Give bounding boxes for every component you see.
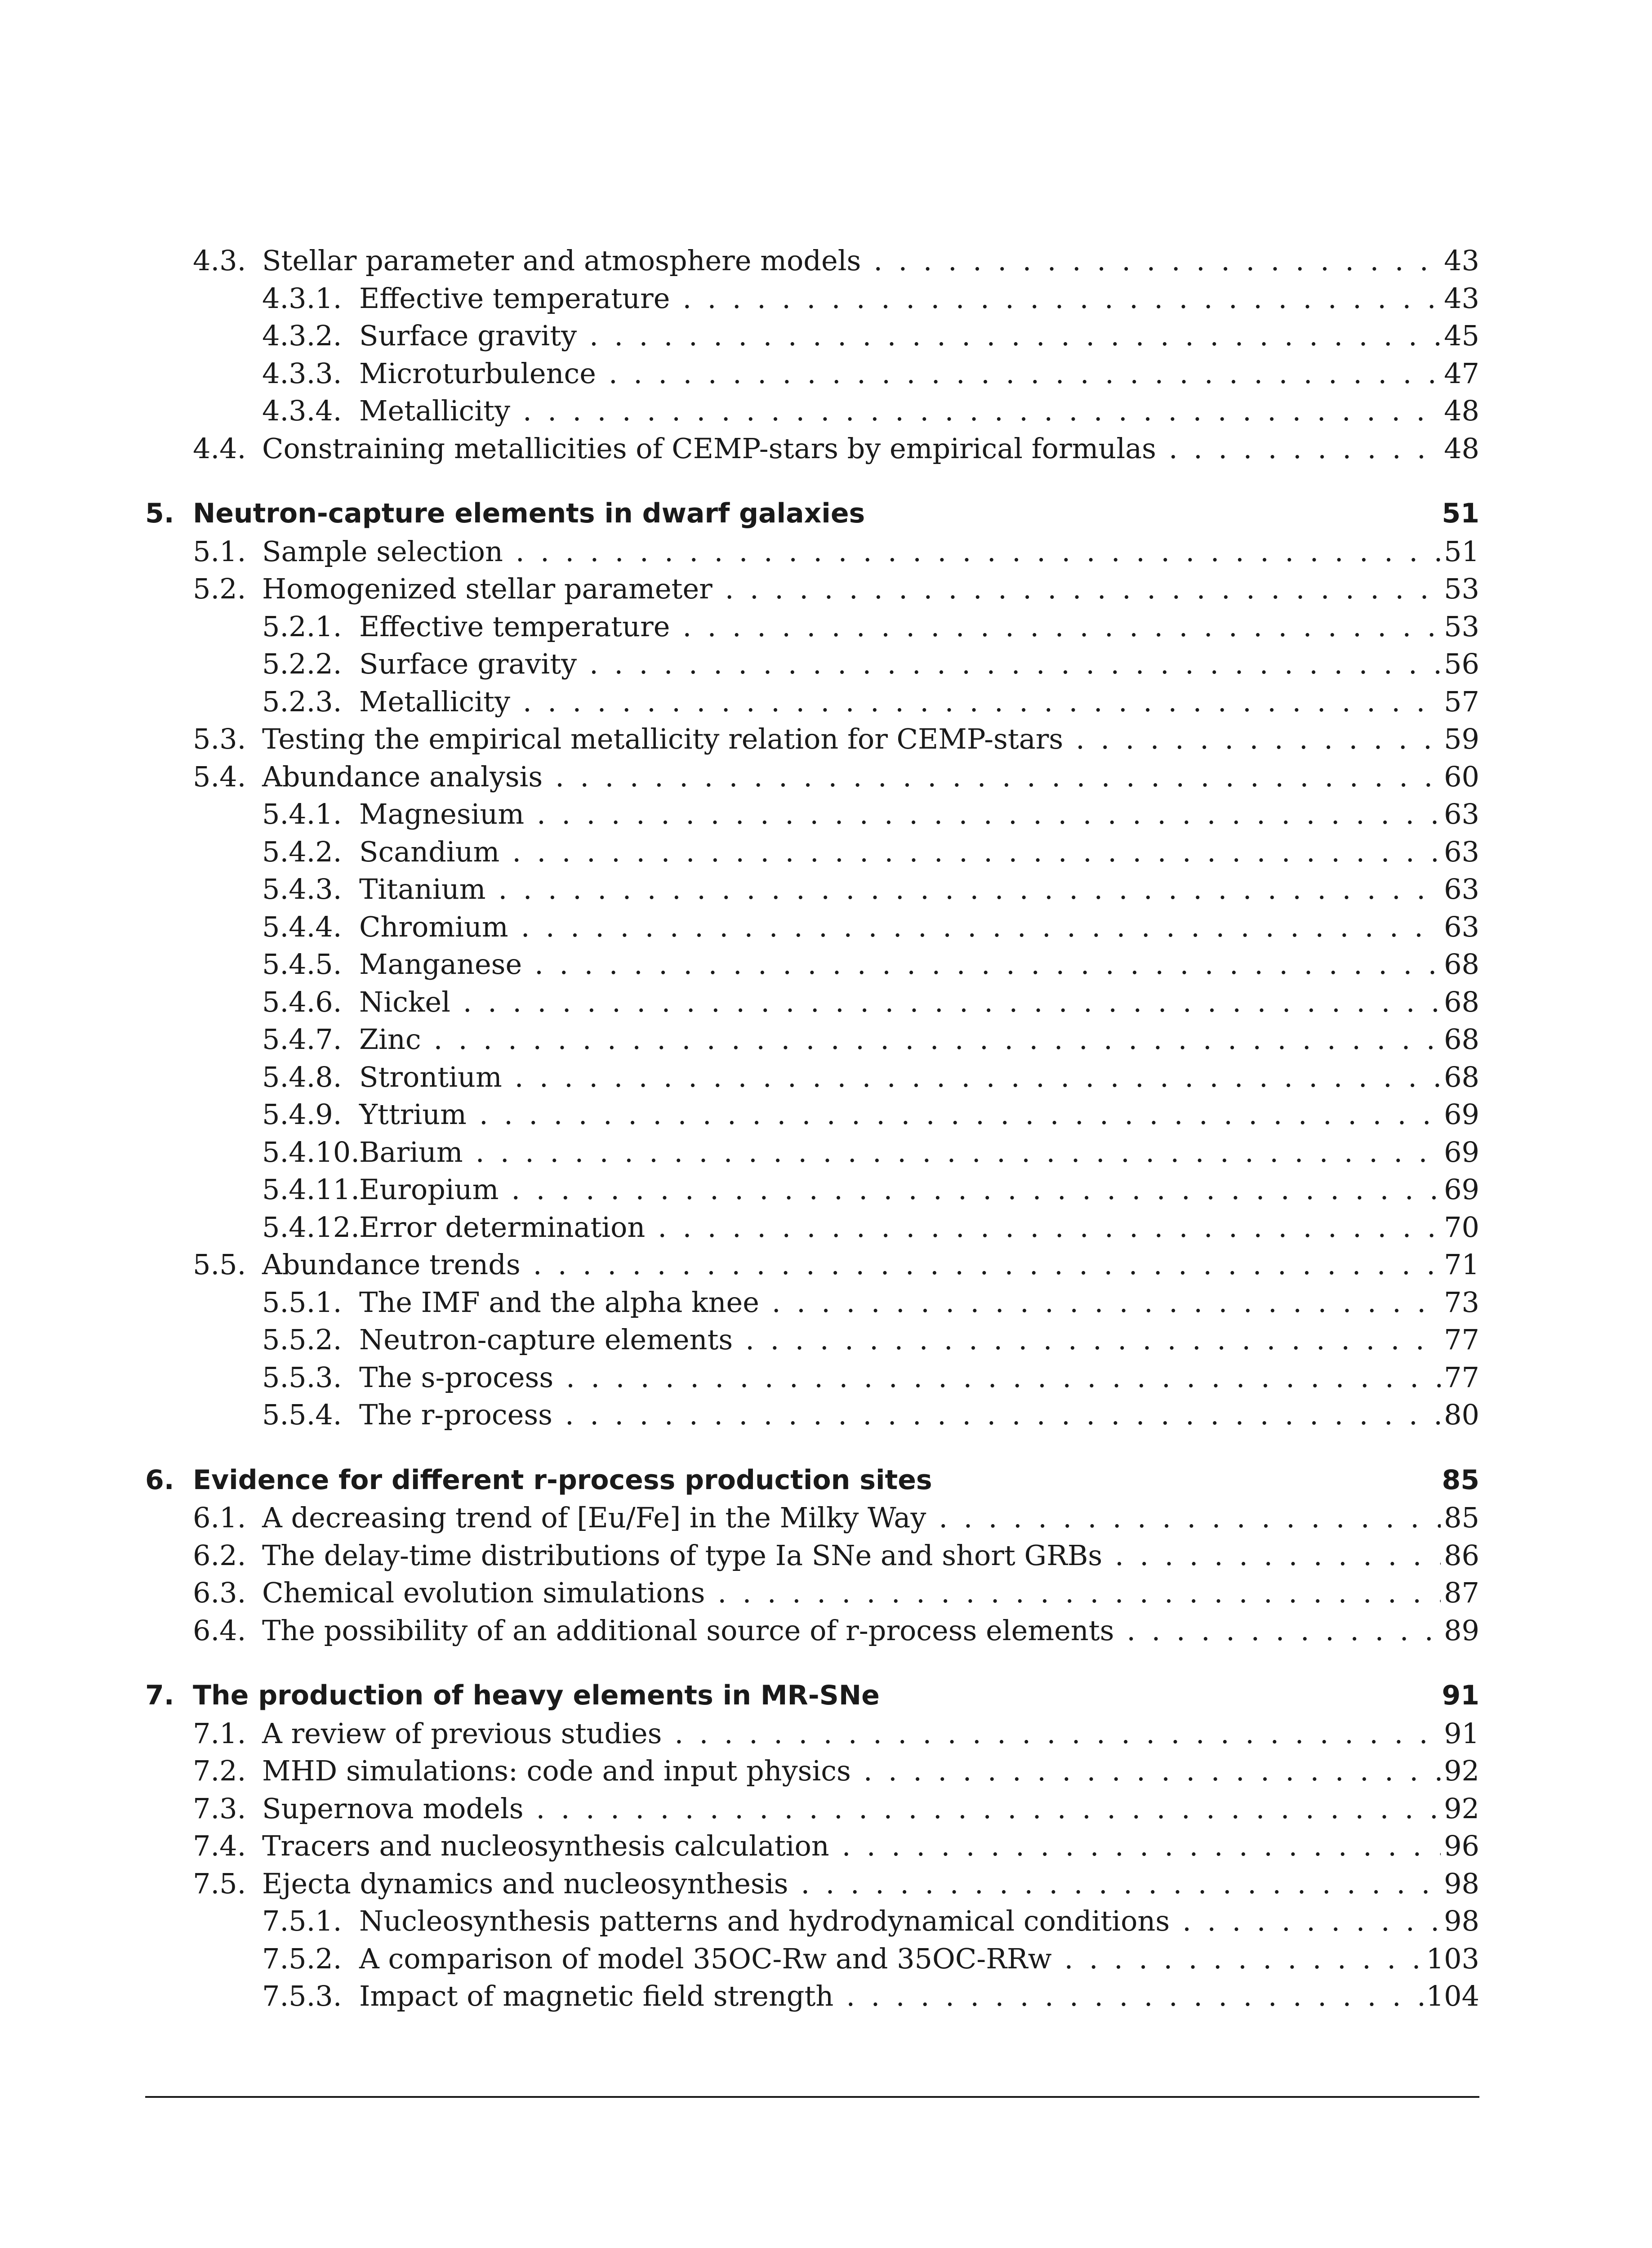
- toc-subsection-entry[interactable]: [145, 908, 1479, 946]
- toc-entry-number: 5.4.12.: [262, 1210, 360, 1244]
- toc-entry-page-number: 86: [1444, 1539, 1479, 1572]
- toc-entry-title: MHD simulations: code and input physics: [262, 1754, 851, 1787]
- toc-subsection-entry[interactable]: [145, 1021, 1479, 1058]
- toc-entry-title: Nickel: [359, 985, 450, 1018]
- toc-entry-number: 5.4.6.: [262, 985, 342, 1018]
- dot-leader: [1115, 1537, 1441, 1574]
- toc-section-entry[interactable]: [145, 1715, 1479, 1753]
- dot-leader: [1169, 430, 1441, 468]
- toc-entry-page-number: 77: [1444, 1360, 1479, 1394]
- dot-leader: [873, 242, 1441, 280]
- toc-entry-title: A review of previous studies: [262, 1717, 662, 1750]
- toc-entry-number: 7.5.2.: [262, 1942, 342, 1975]
- toc-entry-title: Scandium: [359, 835, 500, 868]
- toc-section-entry[interactable]: [145, 570, 1479, 608]
- toc-subsection-entry[interactable]: [145, 608, 1479, 646]
- toc-entry-page-number: 63: [1444, 835, 1479, 868]
- toc-entry-page-number: 63: [1444, 798, 1479, 830]
- toc-entry-page-number: 91: [1442, 1680, 1479, 1711]
- toc-entry-title: Neutron-capture elements in dwarf galaxies: [193, 498, 865, 529]
- dot-leader: [682, 608, 1441, 646]
- toc-entry-number: 5.5.2.: [262, 1323, 342, 1356]
- toc-entry-title: Yttrium: [359, 1098, 467, 1131]
- toc-entry-title: Stellar parameter and atmosphere models: [262, 244, 861, 277]
- toc-entry-title: Ejecta dynamics and nucleosynthesis: [262, 1867, 788, 1900]
- toc-entry-page-number: 85: [1444, 1501, 1479, 1534]
- dot-leader: [658, 1209, 1441, 1246]
- dot-leader: [521, 908, 1441, 946]
- footer-rule: [145, 2096, 1479, 2098]
- toc-subsection-entry[interactable]: [145, 645, 1479, 683]
- toc-section-entry[interactable]: [145, 242, 1479, 280]
- toc-subsection-entry[interactable]: [145, 1133, 1479, 1171]
- dot-leader: [479, 1096, 1441, 1133]
- toc-subsection-entry[interactable]: [145, 1058, 1479, 1096]
- toc-entry-number: 4.3.4.: [262, 394, 342, 427]
- dot-leader: [682, 280, 1441, 317]
- toc-entry-number: 5.4.5.: [262, 948, 342, 981]
- toc-entry-page-number: 68: [1444, 948, 1479, 981]
- toc-entry-page-number: 56: [1444, 647, 1479, 680]
- toc-section-entry[interactable]: [145, 1752, 1479, 1790]
- toc-entry-title: Surface gravity: [359, 647, 577, 680]
- toc-entry-number: 5.4.9.: [262, 1098, 342, 1131]
- toc-entry-title: A comparison of model 35OC-Rw and 35OC-RRw: [359, 1942, 1052, 1975]
- toc-entry-page-number: 51: [1442, 498, 1479, 529]
- toc-entry-page-number: 89: [1444, 1614, 1479, 1647]
- dot-leader: [537, 795, 1441, 833]
- toc-entry-title: Metallicity: [359, 394, 511, 427]
- toc-entry-title: Microturbulence: [359, 357, 596, 390]
- toc-entry-title: Supernova models: [262, 1792, 524, 1825]
- dot-leader: [1182, 1902, 1441, 1940]
- toc-entry-number: 6.3.: [193, 1576, 246, 1609]
- toc-entry-number: 5.4.1.: [262, 798, 342, 830]
- dot-leader: [864, 1752, 1441, 1790]
- dot-leader: [534, 946, 1441, 983]
- toc-subsection-entry[interactable]: [145, 1209, 1479, 1246]
- toc-entry-number: 7.3.: [193, 1792, 246, 1825]
- toc-section-entry[interactable]: [145, 1865, 1479, 1903]
- dot-leader: [515, 1058, 1441, 1096]
- toc-entry-page-number: 80: [1444, 1398, 1479, 1431]
- toc-entry-page-number: 92: [1444, 1792, 1479, 1825]
- toc-entry-number: 4.4.: [193, 432, 246, 465]
- toc-section-entry[interactable]: [145, 758, 1479, 796]
- toc-entry-number: 5.5.1.: [262, 1285, 342, 1319]
- dot-leader: [1127, 1612, 1441, 1650]
- toc-entry-title: Europium: [359, 1173, 499, 1206]
- toc-entry-title: A decreasing trend of [Eu/Fe] in the Milky Way: [262, 1501, 926, 1534]
- toc-entry-title: Evidence for different r-process production sites: [193, 1464, 932, 1496]
- toc-entry-number: 7.2.: [193, 1754, 246, 1787]
- toc-entry-page-number: 43: [1444, 244, 1479, 277]
- toc-entry-title: Zinc: [359, 1023, 421, 1056]
- toc-entry-number: 6.: [145, 1464, 174, 1496]
- toc-subsection-entry[interactable]: [145, 870, 1479, 908]
- toc-entry-number: 4.3.: [193, 244, 246, 277]
- dot-leader: [1076, 720, 1441, 758]
- toc-subsection-entry[interactable]: [145, 1284, 1479, 1321]
- toc-section-entry[interactable]: [145, 1537, 1479, 1574]
- toc-entry-page-number: 68: [1444, 985, 1479, 1018]
- toc-entry-page-number: 63: [1444, 910, 1479, 943]
- toc-entry-number: 4.3.2.: [262, 319, 342, 352]
- toc-subsection-entry[interactable]: [145, 1902, 1479, 1940]
- toc-entry-title: Surface gravity: [359, 319, 577, 352]
- dot-leader: [939, 1499, 1441, 1537]
- toc-entry-title: The delay-time distributions of type Ia SNe and short GRBs: [262, 1539, 1103, 1572]
- toc-entry-page-number: 51: [1444, 535, 1479, 568]
- dot-leader: [842, 1827, 1441, 1865]
- toc-entry-title: Magnesium: [359, 798, 525, 830]
- dot-leader: [533, 1246, 1441, 1284]
- toc-entry-number: 5.: [145, 498, 174, 529]
- toc-entry-number: 5.2.: [193, 572, 246, 605]
- dot-leader: [523, 392, 1441, 430]
- dot-leader: [717, 1574, 1441, 1612]
- toc-entry-title: Sample selection: [262, 535, 503, 568]
- toc-entry-page-number: 63: [1444, 873, 1479, 905]
- toc-subsection-entry[interactable]: [145, 317, 1479, 355]
- dot-leader: [772, 1284, 1441, 1321]
- toc-entry-number: 5.4.4.: [262, 910, 342, 943]
- toc-entry-title: The s-process: [359, 1360, 554, 1394]
- toc-chapter-entry[interactable]: [145, 1462, 1479, 1499]
- toc-entry-page-number: 59: [1444, 723, 1479, 755]
- toc-entry-number: 6.1.: [193, 1501, 246, 1534]
- toc-entry-page-number: 69: [1444, 1135, 1479, 1169]
- toc-entry-page-number: 57: [1444, 685, 1479, 718]
- toc-entry-title: Metallicity: [359, 685, 511, 718]
- toc-entry-page-number: 60: [1444, 760, 1479, 793]
- dot-leader: [745, 1321, 1441, 1359]
- dot-leader: [609, 355, 1441, 393]
- toc-entry-page-number: 98: [1444, 1905, 1479, 1937]
- toc-subsection-entry[interactable]: [145, 833, 1479, 871]
- toc-entry-page-number: 69: [1444, 1173, 1479, 1206]
- toc-entry-number: 7.: [145, 1680, 174, 1711]
- toc-entry-number: 7.1.: [193, 1717, 246, 1750]
- dot-leader: [499, 870, 1441, 908]
- toc-entry-page-number: 96: [1444, 1829, 1479, 1862]
- toc-entry-page-number: 53: [1444, 572, 1479, 605]
- toc-entry-page-number: 73: [1444, 1285, 1479, 1319]
- toc-subsection-entry[interactable]: [145, 392, 1479, 430]
- toc-subsection-entry[interactable]: [145, 355, 1479, 393]
- dot-leader: [523, 683, 1441, 721]
- toc-entry-page-number: 48: [1444, 432, 1479, 465]
- toc-entry-number: 5.4.2.: [262, 835, 342, 868]
- toc-entry-title: The production of heavy elements in MR-SNe: [193, 1680, 880, 1711]
- toc-chapter-entry[interactable]: [145, 495, 1479, 533]
- toc-entry-number: 7.4.: [193, 1829, 246, 1862]
- toc-entry-number: 5.4.3.: [262, 873, 342, 905]
- toc-entry-title: Manganese: [359, 948, 522, 981]
- toc-entry-number: 7.5.3.: [262, 1980, 342, 2012]
- dot-leader: [516, 533, 1441, 571]
- toc-entry-title: Barium: [359, 1135, 463, 1169]
- toc-entry-title: Neutron-capture elements: [359, 1323, 733, 1356]
- dot-leader: [463, 983, 1441, 1021]
- toc-section-entry[interactable]: [145, 720, 1479, 758]
- toc-entry-number: 5.4.10.: [262, 1135, 360, 1169]
- toc-entry-page-number: 91: [1444, 1717, 1479, 1750]
- dot-leader: [512, 833, 1441, 871]
- dot-leader: [801, 1865, 1441, 1903]
- toc-entry-title: The r-process: [359, 1398, 552, 1431]
- toc-section-entry[interactable]: [145, 430, 1479, 468]
- toc-entry-number: 4.3.3.: [262, 357, 342, 390]
- toc-entry-number: 5.5.3.: [262, 1360, 342, 1394]
- toc-subsection-entry[interactable]: [145, 1321, 1479, 1359]
- dot-leader: [566, 1359, 1441, 1396]
- toc-entry-page-number: 53: [1444, 610, 1479, 643]
- toc-section-entry[interactable]: [145, 1246, 1479, 1284]
- toc-entry-title: Effective temperature: [359, 610, 670, 643]
- toc-entry-page-number: 71: [1444, 1248, 1479, 1281]
- toc-entry-number: 5.2.1.: [262, 610, 342, 643]
- toc-entry-title: The possibility of an additional source of r-process elements: [262, 1614, 1114, 1647]
- toc-entry-number: 5.5.4.: [262, 1398, 342, 1431]
- toc-entry-number: 5.4.11.: [262, 1173, 360, 1206]
- toc-entry-page-number: 104: [1426, 1980, 1479, 2012]
- dot-leader: [565, 1396, 1441, 1434]
- dot-leader: [511, 1171, 1441, 1209]
- toc-entry-page-number: 68: [1444, 1023, 1479, 1056]
- toc-entry-number: 5.3.: [193, 723, 246, 755]
- toc-entry-number: 6.4.: [193, 1614, 246, 1647]
- toc-entry-page-number: 68: [1444, 1060, 1479, 1093]
- toc-entry-page-number: 70: [1444, 1210, 1479, 1244]
- toc-section-entry[interactable]: [145, 1574, 1479, 1612]
- toc-chapter-entry[interactable]: [145, 1677, 1479, 1715]
- toc-entry-number: 7.5.: [193, 1867, 246, 1900]
- toc-subsection-entry[interactable]: [145, 1359, 1479, 1396]
- toc-subsection-entry[interactable]: [145, 1977, 1479, 2015]
- toc-entry-number: 5.1.: [193, 535, 246, 568]
- toc-entry-page-number: 45: [1444, 319, 1479, 352]
- toc-subsection-entry[interactable]: [145, 280, 1479, 317]
- toc-subsection-entry[interactable]: [145, 1096, 1479, 1133]
- toc-entry-title: Nucleosynthesis patterns and hydrodynamical conditions: [359, 1905, 1170, 1937]
- toc-entry-title: The IMF and the alpha knee: [359, 1285, 759, 1319]
- toc-subsection-entry[interactable]: [145, 683, 1479, 721]
- toc-entry-title: Effective temperature: [359, 281, 670, 315]
- toc-subsection-entry[interactable]: [145, 1171, 1479, 1209]
- dot-leader: [589, 317, 1441, 355]
- dot-leader: [1064, 1940, 1426, 1978]
- toc-entry-title: Error determination: [359, 1210, 646, 1244]
- toc-entry-number: 4.3.1.: [262, 281, 342, 315]
- toc-entry-title: Testing the empirical metallicity relation for CEMP-stars: [262, 723, 1064, 755]
- toc-entry-page-number: 77: [1444, 1323, 1479, 1356]
- toc-entry-title: Constraining metallicities of CEMP-stars by empirical formulas: [262, 432, 1156, 465]
- toc-subsection-entry[interactable]: [145, 1940, 1479, 1978]
- toc-entry-title: Impact of magnetic field strength: [359, 1980, 834, 2012]
- dot-leader: [674, 1715, 1441, 1753]
- dot-leader: [589, 645, 1441, 683]
- toc-entry-page-number: 69: [1444, 1098, 1479, 1131]
- dot-leader: [434, 1021, 1441, 1058]
- dot-leader: [476, 1133, 1441, 1171]
- toc-entry-title: Chromium: [359, 910, 508, 943]
- toc-entry-number: 6.2.: [193, 1539, 246, 1572]
- dot-leader: [725, 570, 1441, 608]
- toc-section-entry[interactable]: [145, 1612, 1479, 1650]
- toc-entry-title: Abundance analysis: [262, 760, 543, 793]
- dot-leader: [846, 1977, 1426, 2015]
- toc-entry-page-number: 92: [1444, 1754, 1479, 1787]
- toc-subsection-entry[interactable]: [145, 983, 1479, 1021]
- toc-entry-number: 5.4.7.: [262, 1023, 342, 1056]
- toc-entry-title: Strontium: [359, 1060, 502, 1093]
- toc-entry-page-number: 85: [1442, 1464, 1479, 1496]
- toc-entry-page-number: 48: [1444, 394, 1479, 427]
- toc-entry-page-number: 43: [1444, 281, 1479, 315]
- table-of-contents: [145, 242, 1479, 2015]
- toc-entry-number: 5.4.8.: [262, 1060, 342, 1093]
- dot-leader: [555, 758, 1441, 796]
- toc-entry-page-number: 87: [1444, 1576, 1479, 1609]
- toc-entry-page-number: 98: [1444, 1867, 1479, 1900]
- toc-section-entry[interactable]: [145, 1499, 1479, 1537]
- toc-entry-number: 7.5.1.: [262, 1905, 342, 1937]
- toc-entry-title: Tracers and nucleosynthesis calculation: [262, 1829, 829, 1862]
- toc-entry-number: 5.2.3.: [262, 685, 342, 718]
- toc-subsection-entry[interactable]: [145, 1396, 1479, 1434]
- toc-entry-title: Chemical evolution simulations: [262, 1576, 705, 1609]
- toc-entry-number: 5.5.: [193, 1248, 246, 1281]
- toc-entry-number: 5.2.2.: [262, 647, 342, 680]
- dot-leader: [536, 1790, 1441, 1828]
- toc-section-entry[interactable]: [145, 1790, 1479, 1828]
- toc-entry-title: Homogenized stellar parameter: [262, 572, 712, 605]
- toc-section-entry[interactable]: [145, 1827, 1479, 1865]
- toc-entry-page-number: 47: [1444, 357, 1479, 390]
- toc-subsection-entry[interactable]: [145, 795, 1479, 833]
- toc-section-entry[interactable]: [145, 533, 1479, 571]
- toc-subsection-entry[interactable]: [145, 946, 1479, 983]
- toc-entry-title: Titanium: [359, 873, 486, 905]
- toc-entry-title: Abundance trends: [262, 1248, 521, 1281]
- toc-entry-page-number: 103: [1426, 1942, 1479, 1975]
- toc-entry-number: 5.4.: [193, 760, 246, 793]
